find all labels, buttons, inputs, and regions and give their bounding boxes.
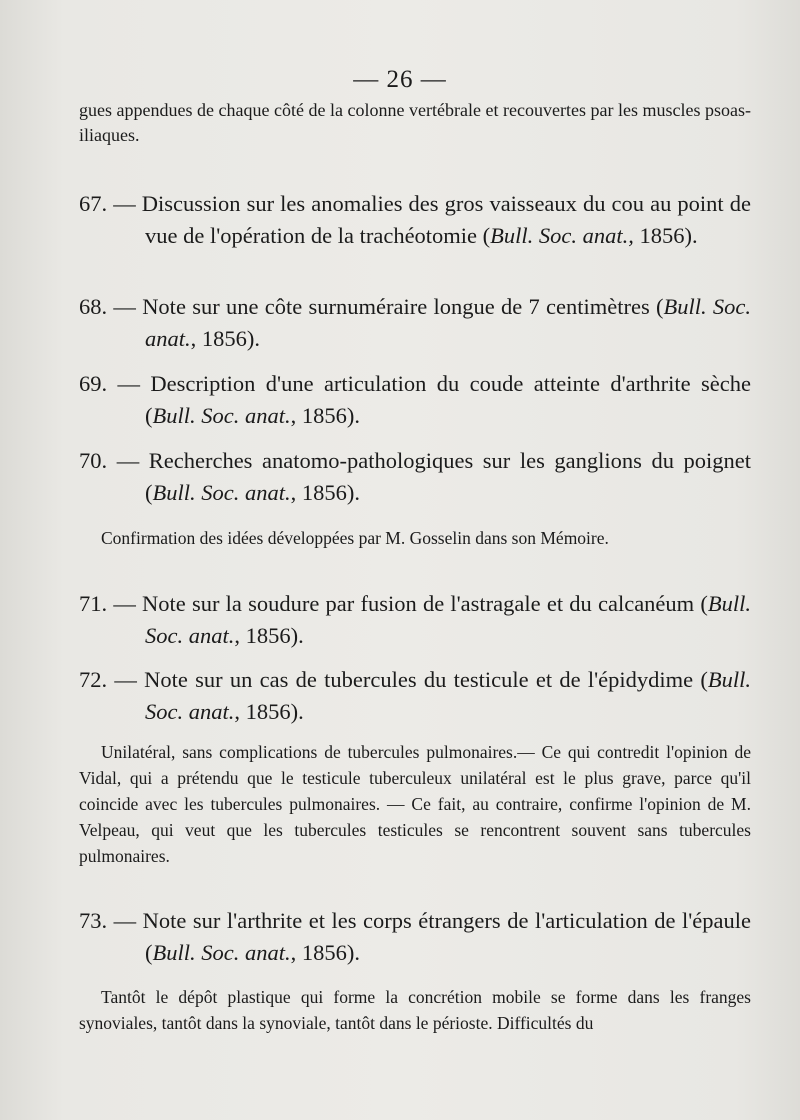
entry-number: 72. — <box>79 667 137 692</box>
entry-title: Note sur une côte surnuméraire longue de 7 centimètres <box>142 294 650 319</box>
entry-reference: Bull. Soc. anat. <box>152 480 291 505</box>
entry-title: Description d'une articulation du coude atteinte d'arthrite sèche <box>150 371 751 396</box>
entry-number: 70. — <box>79 448 140 473</box>
page-number: — 26 — <box>353 66 447 93</box>
entry-year: , 1856). <box>190 326 261 351</box>
entry-title: Recherches anatomo-pathologiques sur les ganglions du poignet <box>148 448 751 473</box>
entry-number: 67. — <box>79 191 136 216</box>
entry-title: Discussion sur les anomalies des gros vaisseaux du cou au point de vue de l'opération de la trachéotomie <box>141 191 751 248</box>
note-entry-73: Tantôt le dépôt plastique qui forme la concrétion mobile se forme dans les franges synoviales, tantôt dans la synoviale, tantôt dans le périoste. Difficultés du <box>79 987 751 1033</box>
entry-title: Note sur l'arthrite et les corps étrangers de l'articulation de l'épaule <box>142 908 751 933</box>
entry-year: , 1856). <box>234 623 304 648</box>
entry-number: 68. — <box>79 294 136 319</box>
entry-71: 71. — Note sur la soudure par fusion de l'astragale et du calcanéum (Bull. Soc. anat., 1856). <box>79 591 751 648</box>
entry-72: 72. — Note sur un cas de tubercules du testicule et de l'épidydime (Bull. Soc. anat., 1856). <box>79 667 752 724</box>
lead-paragraph: gues appendues de chaque côté de la colonne vertébrale et recouvertes par les muscles psoas-iliaques. <box>79 100 751 145</box>
entry-year: , 1856). <box>290 480 360 505</box>
entry-year: , 1856). <box>290 403 360 428</box>
entry-reference: Bull. Soc. anat. <box>145 667 752 724</box>
entry-reference: Bull. Soc. anat. <box>145 294 752 351</box>
entry-year: , 1856). <box>290 940 360 965</box>
entry-year: 1856). <box>639 223 698 248</box>
entry-number: 71. — <box>79 591 136 616</box>
entry-73: 73. — Note sur l'arthrite et les corps étrangers de l'articulation de l'épaule (Bull. Soc. anat., 1856). <box>79 908 751 965</box>
entry-reference: Bull. Soc. anat. <box>145 591 751 648</box>
entry-68: 68. — Note sur une côte surnuméraire longue de 7 centimètres (Bull. Soc. anat., 1856). <box>79 294 752 351</box>
note-entry-72: Unilatéral, sans complications de tubercules pulmonaires.— Ce qui contredit l'opinion de Vidal, qui a prétendu que le testicule tuberculeux unilatéral est le plus grave, parce qu'il coincide avec les tubercules pulmonaires. — Ce fait, au contraire, confirme l'opinion de M. Velpeau, qui veut que les tubercules testicules se rencontrent souvent sans tubercules pulmonaires. <box>79 742 751 866</box>
entry-67: 67. — Discussion sur les anomalies des gros vaisseaux du cou au point de vue de l'opération de la trachéotomie (Bull. Soc. anat., 1856). <box>79 191 751 248</box>
entry-69: 69. — Description d'une articulation du coude atteinte d'arthrite sèche (Bull. Soc. anat., 1856). <box>79 371 751 428</box>
entry-year: , 1856). <box>234 699 304 724</box>
entry-number: 73. — <box>79 908 137 933</box>
entry-reference: Bull. Soc. anat. <box>152 940 291 965</box>
entry-title: Note sur la soudure par fusion de l'astragale et du calcanéum <box>142 591 695 616</box>
entry-title: Note sur un cas de tubercules du testicule et de l'épidydime <box>144 667 694 692</box>
note-entry-70: Confirmation des idées développées par M. Gosselin dans son Mémoire. <box>101 528 609 548</box>
entry-70: 70. — Recherches anatomo-pathologiques sur les ganglions du poignet (Bull. Soc. anat., 1856). <box>79 448 751 505</box>
entry-number: 69. — <box>79 371 141 396</box>
entry-reference: Bull. Soc. anat., <box>490 223 634 248</box>
entry-reference: Bull. Soc. anat. <box>152 403 291 428</box>
